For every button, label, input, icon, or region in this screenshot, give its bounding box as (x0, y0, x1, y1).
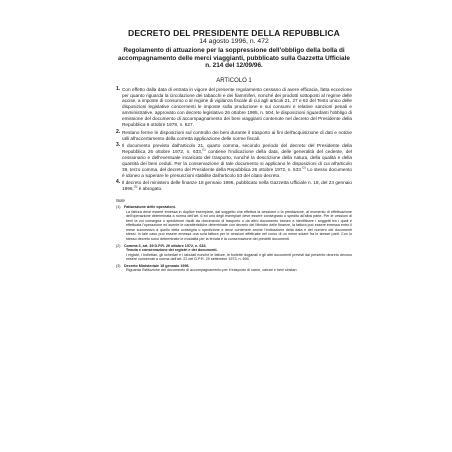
footnote (116, 205, 352, 241)
paragraph-text: Con effetto dalla data di entrata in vigore del presente regolamento cessano di avere efficacia, fatta eccezione per quanto riguarda la circolazione dei tabacchi e dei fiammiferi, nonché dei prodotti sottoposti al regime delle accise, a imposte di consumo o al regime di vigilanza fiscale di cui agli articoli 21, 27 e 62 del Testo unico delle disposizioni legislative concernenti le imposte sulla produzione e sui consumi e relative sanzioni penali e amministrative, approvato con decreto legislativo 26 ottobre 1995, n. 504, le disposizioni riguardanti l'obbligo di emissione del documento di accompagnamento dei beni viaggianti contenute nel decreto del Presidente della Repubblica 6 ottobre 1978, n. 627. (122, 86, 352, 127)
document-subtitle: Regolamento di attuazione per la soppressione dell'obbligo della bolla di accompagnamento delle merci viaggianti, pubblicato sulla Gazzetta Ufficiale n. 214 del 12/09/96. (118, 47, 350, 70)
paragraph-text: Il documento previsto dall'articolo 21, quarto comma, secondo periodo del decreto del Presidente della Repubblica 26 ottobre 1972, n. 633, (122, 143, 352, 155)
paragraph-text: è abrogato. (137, 186, 163, 192)
footnote-title: Comma 3, art. 39 D.P.R. 26 ottobre 1972, n. 633. (124, 243, 207, 248)
footnote (116, 264, 352, 273)
document-date: 14 agosto 1996, n. 472 (199, 38, 269, 45)
paragraph-text: contiene l'indicazione della data, delle generalità del cedente, del cessionario e dell'eventuale incaricato del trasporto, nonché la descrizione della natura, della qualità e della quantità dei beni ceduti. Per la conservazione di tale documento si applicano le disposizioni di cui all'articolo 39, terzo comma, del decreto del Presidente della Repubblica 26 ottobre 1972, n. 633. (122, 149, 352, 172)
footnote-body (124, 205, 352, 241)
footnote-ref[interactable]: (2) (302, 165, 306, 170)
footnote-number: (2) (116, 243, 121, 248)
footnote-number: (3) (116, 263, 121, 268)
footnote-body (124, 264, 352, 273)
paragraph-number: 2. (116, 128, 121, 135)
notes-label: Note (116, 198, 125, 204)
footnote-body (124, 244, 352, 262)
footnote-title: Decreto Ministeriale 18 gennaio 1996. (124, 263, 190, 268)
footnote-text: I registri, i bollettari, gli schedari e i tabulati nonché le fatture, le bollette doganali e gli altri documenti previsti dal presente decreto devono essere conservati a norma dell'art. 22 del D.P.R. 29 settembre 1973, n. 600. (126, 252, 352, 262)
footnote-text: Riguarda l'istituzione del documento di accompagnamento per il trasporto di carne, calcari e beni similari. (126, 268, 298, 273)
footnote-ref[interactable]: (3) (133, 184, 138, 189)
paragraph-text-block (122, 180, 352, 192)
article-paragraph (116, 180, 352, 192)
paragraph-text: Restano ferme le disposizioni sul controllo dei beni durante il trasporto ai fini dell'acquisizione di dati e notizie utili all'accertamento della corretta applicazione delle norme fiscali. (122, 129, 352, 141)
document-title: DECRETO DEL PRESIDENTE DELLA REPUBBLICA (128, 28, 340, 38)
footnote-title: Fatturazione delle operazioni. (124, 205, 176, 210)
paragraph-text-block (122, 143, 352, 178)
footnote-text: La fattura deve essere emessa in duplice esemplare, dal soggetto che effettua la cessione o la prestazione, al momento di effettuazione dell'operazione determinata a norma dell'art. 6 ed uno degli esemplari deve essere consegnato o spedito all'altra parte. Per le cessioni di beni la cui consegna o spedizione risulti da documento di trasporto o da altro documento idoneo a identificare i soggetti tra i quali è effettuata l'operazione ed avente le caratteristiche determinate con decreto del Ministro delle finanze, la fattura può essere emessa entro il mese successivo a quello della consegna o spedizione e deve contenere anche l'indicazione della data e del numero dei documenti stessi. In tale caso può essere emessa una sola fattura per le cessioni effettuate nel corso di un mese solare fra le stesse parti. Con lo stesso decreto sono determinate le modalità per la tenuta e la conservazione dei predetti documenti. (126, 209, 352, 241)
paragraph-number: 4. (116, 179, 121, 186)
paragraph-text: Lo stesso documento è idoneo a superare le presunzioni stabilite dall'articolo 53 del citato decreto. (122, 166, 352, 178)
paragraph-number: 3. (116, 142, 121, 149)
article-paragraph (116, 87, 352, 128)
footnote-ref[interactable]: (1) (202, 147, 206, 152)
footnote (116, 244, 352, 262)
paragraph-number: 1. (116, 85, 121, 92)
paragraph-text: Il decreto del ministero delle finanze 18 gennaio 1996, pubblicato nella Gazzetta Ufficiale n. 18, del 23 gennaio 1996, (122, 180, 352, 192)
footnote-subtitle: Tenuta e conservazione dei registri e dei documenti. (126, 248, 218, 253)
footnote-number: (1) (116, 205, 121, 210)
article-heading: ARTICOLO 1 (216, 77, 252, 84)
article-paragraph (116, 130, 352, 142)
article-paragraph (116, 143, 352, 178)
document-page (116, 28, 352, 273)
